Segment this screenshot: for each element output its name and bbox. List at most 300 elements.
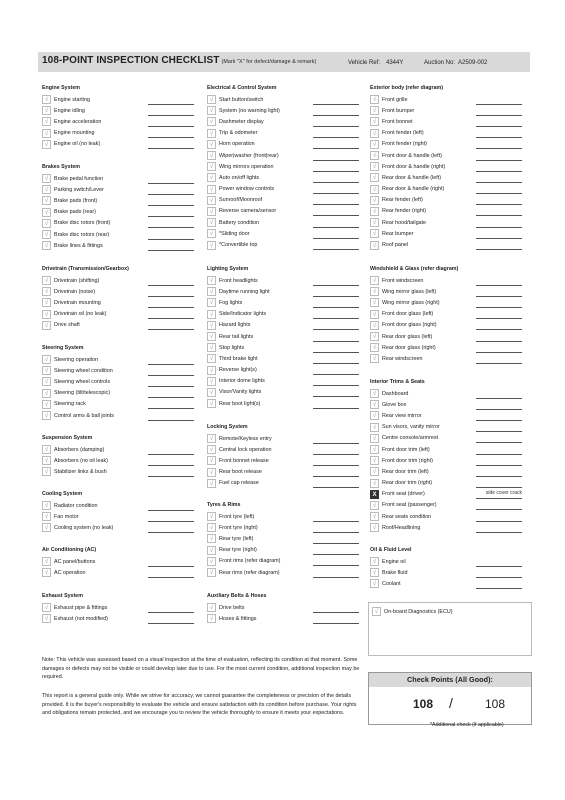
remark-line[interactable] [476,224,522,228]
item-label: Control arms & ball joints [54,412,114,419]
checkbox[interactable]: √ [207,241,216,250]
checkbox[interactable]: √ [370,445,379,454]
remark-line[interactable] [148,101,194,105]
remark-line[interactable] [313,529,359,533]
remark-line[interactable] [313,315,359,319]
checklist-item [42,320,194,331]
checkbox[interactable]: √ [207,298,216,307]
remark-line[interactable] [148,383,194,387]
section-locking [207,423,359,489]
checkbox[interactable]: √ [42,614,51,623]
remark-line[interactable] [476,112,522,116]
obd-item [369,606,531,617]
checkbox[interactable]: √ [207,287,216,296]
item-label: Steering (tilt/telescopic) [54,390,111,397]
checkbox[interactable]: √ [207,512,216,521]
remark-line[interactable] [148,247,194,251]
checkbox[interactable]: √ [370,501,379,510]
checkbox[interactable]: √ [207,445,216,454]
remark-line[interactable] [148,224,194,228]
checkbox[interactable]: √ [207,343,216,352]
checkbox[interactable]: √ [370,321,379,330]
remark-line[interactable] [476,349,522,353]
checkbox[interactable]: √ [207,568,216,577]
remark-line[interactable] [148,213,194,217]
remark-line[interactable] [476,428,522,432]
item-label: Engine mounting [54,130,95,137]
remark-line[interactable] [313,574,359,578]
remark-line[interactable] [313,371,359,375]
item-label: Roof/Headlining [382,524,421,531]
checklist-item [207,613,359,624]
checkbox[interactable]: √ [207,310,216,319]
remark-line[interactable] [148,315,194,319]
checkbox[interactable]: √ [42,129,51,138]
checkbox[interactable]: √ [42,241,51,250]
remark-line[interactable] [313,123,359,127]
checkbox[interactable]: √ [42,196,51,205]
remark-line[interactable] [148,326,194,330]
checklist-item [42,116,194,127]
checkbox[interactable]: √ [207,185,216,194]
remark-line[interactable] [313,360,359,364]
checkbox[interactable]: √ [370,310,379,319]
remark-line[interactable] [476,439,522,443]
checklist-item [207,105,359,116]
remark-line[interactable] [148,563,194,567]
checkbox[interactable]: √ [370,241,379,250]
checklist-item [370,444,522,455]
checkbox[interactable]: √ [370,106,379,115]
item-label: Front door & handle (right) [382,163,446,170]
checklist-item [370,128,522,139]
remark-line[interactable] [148,394,194,398]
checkbox[interactable]: √ [207,173,216,182]
remark-line[interactable] [148,304,194,308]
remark-line[interactable] [148,134,194,138]
checkbox[interactable]: √ [370,479,379,488]
remark-line[interactable] [148,417,194,421]
checkbox[interactable]: √ [207,95,216,104]
remark-line[interactable] [148,405,194,409]
checkbox[interactable]: √ [370,512,379,521]
remark-line[interactable] [476,338,522,342]
remark-line[interactable] [148,293,194,297]
checkbox[interactable]: √ [370,411,379,420]
remark-line[interactable] [476,212,522,216]
remark-line[interactable] [313,382,359,386]
checkbox[interactable]: √ [370,196,379,205]
checkbox[interactable]: √ [42,310,51,319]
checklist-item [207,602,359,613]
checkbox[interactable]: √ [42,219,51,228]
remark-line[interactable] [148,507,194,511]
remark-line[interactable] [313,157,359,161]
checkbox[interactable]: √ [370,173,379,182]
remark-line[interactable] [148,620,194,624]
checkbox[interactable]: √ [207,321,216,330]
checkbox[interactable]: √ [207,534,216,543]
remark-line[interactable] [313,145,359,149]
remark-line[interactable] [313,349,359,353]
remark-line[interactable] [313,518,359,522]
item-label: *Sliding door [219,230,250,237]
checkbox[interactable]: √ [370,343,379,352]
checkbox[interactable]: √ [207,140,216,149]
remark-line[interactable] [476,417,522,421]
remark-line[interactable] [148,609,194,613]
remark-line[interactable] [476,145,522,149]
checkbox[interactable]: √ [370,151,379,160]
remark-line[interactable] [476,123,522,127]
checkbox[interactable]: √ [42,287,51,296]
checkbox[interactable]: √ [42,603,51,612]
checkbox[interactable]: √ [42,467,51,476]
checklist-item [207,353,359,364]
section-title: Air Conditioning (AC) [42,547,97,553]
checkbox[interactable]: √ [370,400,379,409]
checkbox[interactable]: √ [370,207,379,216]
remark-line[interactable] [476,190,522,194]
remark-line[interactable] [148,529,194,533]
remark-line[interactable] [476,360,522,364]
remark-line[interactable] [313,326,359,330]
checkbox[interactable]: √ [370,162,379,171]
remark-line[interactable] [148,202,194,206]
checkbox[interactable]: √ [207,456,216,465]
item-label: AC operation [54,569,86,576]
remark-line[interactable] [476,282,522,286]
section-title: Oil & Fluid Level [370,547,412,553]
checkbox[interactable]: √ [207,162,216,171]
remark-line[interactable] [476,451,522,455]
remark-line[interactable] [148,282,194,286]
checklist-item [42,286,194,297]
remark-line[interactable] [476,157,522,161]
remark-line[interactable] [313,462,359,466]
checkbox[interactable]: √ [370,523,379,532]
checklist-item [207,286,359,297]
remark-line[interactable] [313,212,359,216]
remark-line[interactable] [313,620,359,624]
checklist-item [207,239,359,250]
checklist-item [370,150,522,161]
remark-line[interactable] [148,236,194,240]
checkbox[interactable]: √ [42,568,51,577]
checkbox[interactable]: √ [42,389,51,398]
good-count: 108 [413,697,434,711]
section-title: Steering System [42,345,84,351]
checkbox[interactable]: √ [370,140,379,149]
item-label: Front seat (passenger) [382,502,437,509]
checklist-item [207,342,359,353]
remark-line[interactable] [313,405,359,409]
remark-line[interactable] [476,246,522,250]
checkbox[interactable]: √ [42,106,51,115]
checklist-item [42,410,194,421]
checklist-item [370,422,522,433]
remark-line[interactable] [476,134,522,138]
item-label: Wing mirror glass (right) [382,299,440,306]
item-label: Rear bumper [382,230,414,237]
remark-line[interactable] [148,462,194,466]
checkbox[interactable]: √ [42,321,51,330]
checkbox[interactable]: √ [42,445,51,454]
checkbox[interactable]: √ [207,129,216,138]
item-label: Radiator condition [54,502,98,509]
remark-line[interactable] [313,235,359,239]
checkbox[interactable]: √ [207,276,216,285]
remark-line[interactable] [313,304,359,308]
checklist-item [207,172,359,183]
section-brakes [42,163,194,251]
remark-line[interactable] [476,506,522,510]
item-label: Front bonnet [382,118,413,125]
remark-line[interactable] [476,304,522,308]
remark-line[interactable] [313,440,359,444]
remark-line[interactable] [313,451,359,455]
item-label: Rear door & handle (right) [382,186,445,193]
remark-line[interactable] [476,406,522,410]
section-title: Drivetrain (Transmission/Gearbox) [42,266,129,272]
item-label: Absorbers (no oil leak) [54,457,108,464]
checkbox[interactable]: √ [370,298,379,307]
remark-line[interactable] [476,101,522,105]
checkbox[interactable]: √ [207,151,216,160]
remark-line[interactable] [148,361,194,365]
checkbox[interactable]: √ [370,467,379,476]
remark-line[interactable] [313,473,359,477]
checkbox[interactable]: √ [42,230,51,239]
checkbox[interactable]: √ [370,456,379,465]
vehicle-ref-value: 4344Y [386,60,404,66]
remark-line[interactable] [476,293,522,297]
remark-line[interactable] [313,484,359,488]
remark-line[interactable] [476,235,522,239]
checklist-item [207,206,359,217]
item-label: Steering rack [54,401,86,408]
checkbox[interactable]: √ [207,106,216,115]
checkbox[interactable]: √ [207,332,216,341]
remark-line[interactable] [476,490,522,499]
item-label: Rear fender (right) [382,208,427,215]
checkbox[interactable]: √ [42,185,51,194]
checklist-item [370,94,522,105]
checkbox[interactable]: √ [42,512,51,521]
section-title: Locking System [207,424,248,430]
checklist-item [42,105,194,116]
checkbox[interactable]: √ [370,579,379,588]
remark-line[interactable] [313,551,359,555]
remark-line[interactable] [313,282,359,286]
item-label: Power window controls [219,186,275,193]
checkbox[interactable]: √ [207,546,216,555]
remark-line[interactable] [476,518,522,522]
checkbox[interactable]: √ [372,607,381,616]
remark-line[interactable] [148,518,194,522]
checklist-item [370,297,522,308]
checkbox[interactable]: √ [207,218,216,227]
item-label: Glove box [382,401,407,408]
remark-line[interactable] [313,338,359,342]
remark-line[interactable] [476,574,522,578]
obd-box [368,602,532,656]
checklist-item [42,455,194,466]
checkbox[interactable]: √ [42,355,51,364]
remark-line[interactable] [148,191,194,195]
checkbox[interactable]: √ [42,377,51,386]
checkbox[interactable]: √ [207,377,216,386]
remark-line[interactable] [313,562,359,566]
remark-line[interactable] [148,473,194,477]
item-label: Front grille [382,96,408,103]
checkbox[interactable]: √ [207,399,216,408]
checkbox[interactable]: √ [42,95,51,104]
remark-line[interactable] [313,293,359,297]
checkbox[interactable]: √ [207,388,216,397]
item-label: Rear rims (refer diagram) [219,569,280,576]
remark-line[interactable] [313,168,359,172]
remark-line[interactable] [313,112,359,116]
checkbox[interactable]: √ [207,366,216,375]
remark-line[interactable] [476,529,522,533]
remark-line[interactable] [476,563,522,567]
checklist-item [207,522,359,533]
checkbox[interactable]: √ [370,389,379,398]
remark-line[interactable] [148,145,194,149]
remark-line[interactable] [313,134,359,138]
checkbox[interactable]: √ [370,229,379,238]
checkbox[interactable]: √ [42,366,51,375]
remark-line[interactable] [476,168,522,172]
checklist-item [42,184,194,195]
checkbox[interactable]: √ [207,434,216,443]
checkbox[interactable]: √ [207,557,216,566]
remark-line[interactable] [148,112,194,116]
total-count: 108 [485,697,506,711]
checklist-item [370,105,522,116]
item-label: Front door & handle (left) [382,152,442,159]
remark-line[interactable] [313,190,359,194]
item-label: Side/Indicator lights [219,311,267,318]
checkbox[interactable]: √ [42,501,51,510]
item-label: Brake pads (front) [54,197,98,204]
checkbox[interactable]: √ [370,117,379,126]
checkbox[interactable]: √ [370,568,379,577]
remark-line[interactable] [313,179,359,183]
remark-line[interactable] [476,585,522,589]
page-subtitle: (Mark "X" for defect/damage & remark) [221,59,317,65]
remark-line[interactable] [476,462,522,466]
remark-line[interactable] [148,372,194,376]
remark-line[interactable] [476,484,522,488]
checkbox[interactable]: √ [207,468,216,477]
remark-line[interactable] [476,395,522,399]
item-label: Steering operation [54,356,99,363]
checkbox[interactable]: √ [370,218,379,227]
checkbox[interactable]: √ [370,276,379,285]
remark-line[interactable] [313,224,359,228]
remark-line[interactable] [313,101,359,105]
checklist-item [207,161,359,172]
remark-line[interactable] [313,201,359,205]
checkbox[interactable]: √ [42,174,51,183]
count-separator: / [449,695,453,711]
checkbox[interactable]: √ [370,434,379,443]
checkbox[interactable]: √ [370,557,379,566]
checkbox[interactable]: √ [370,354,379,363]
remark-line[interactable] [476,315,522,319]
checkbox[interactable]: √ [207,614,216,623]
checkbox[interactable]: √ [42,208,51,217]
checkbox[interactable]: √ [207,479,216,488]
checkbox[interactable]: √ [42,456,51,465]
checkbox[interactable]: √ [207,603,216,612]
checkbox[interactable]: √ [207,196,216,205]
item-label: Roof panel [382,242,409,249]
checkbox[interactable]: √ [42,140,51,149]
checkbox[interactable]: X [370,490,379,499]
remark-line[interactable] [476,201,522,205]
remark-line[interactable] [148,574,194,578]
checkbox[interactable]: √ [370,185,379,194]
checkbox[interactable]: √ [42,411,51,420]
checkbox[interactable]: √ [207,117,216,126]
checkbox[interactable]: √ [207,523,216,532]
item-label: Visor/Vanity lights [219,389,262,396]
checklist-item [370,184,522,195]
checkbox[interactable]: √ [370,332,379,341]
section-aircon [42,546,194,578]
checklist-item [207,433,359,444]
checklist-item [370,286,522,297]
remark-line[interactable] [313,393,359,397]
remark-line[interactable] [313,540,359,544]
checklist-item [207,228,359,239]
checkbox[interactable]: √ [42,276,51,285]
checklist-item [42,195,194,206]
remark-line[interactable] [476,326,522,330]
remark-line[interactable] [313,609,359,613]
remark-line[interactable] [148,180,194,184]
checkbox[interactable]: √ [370,95,379,104]
checkbox[interactable]: √ [207,354,216,363]
checkbox[interactable]: √ [42,298,51,307]
checklist-item [370,228,522,239]
checkbox[interactable]: √ [207,207,216,216]
checklist-item [207,150,359,161]
checkbox[interactable]: √ [207,229,216,238]
item-label: Hazard lights [219,322,251,329]
remark-line[interactable] [313,246,359,250]
remark-line[interactable] [476,179,522,183]
remark-line[interactable] [476,473,522,477]
checkbox[interactable]: √ [42,557,51,566]
checkbox[interactable]: √ [42,523,51,532]
checkbox[interactable]: √ [42,400,51,409]
item-label: Remote/Keyless entry [219,435,272,442]
item-label: Central lock operation [219,446,272,453]
item-label: Engine oil [382,558,406,565]
remark-line[interactable] [148,451,194,455]
remark-line[interactable] [148,123,194,127]
checkbox[interactable]: √ [370,423,379,432]
checkbox[interactable]: √ [42,117,51,126]
item-label: Rear door trim (right) [382,480,433,487]
checkbox[interactable]: √ [370,129,379,138]
checkbox[interactable]: √ [370,287,379,296]
checklist-item [370,455,522,466]
